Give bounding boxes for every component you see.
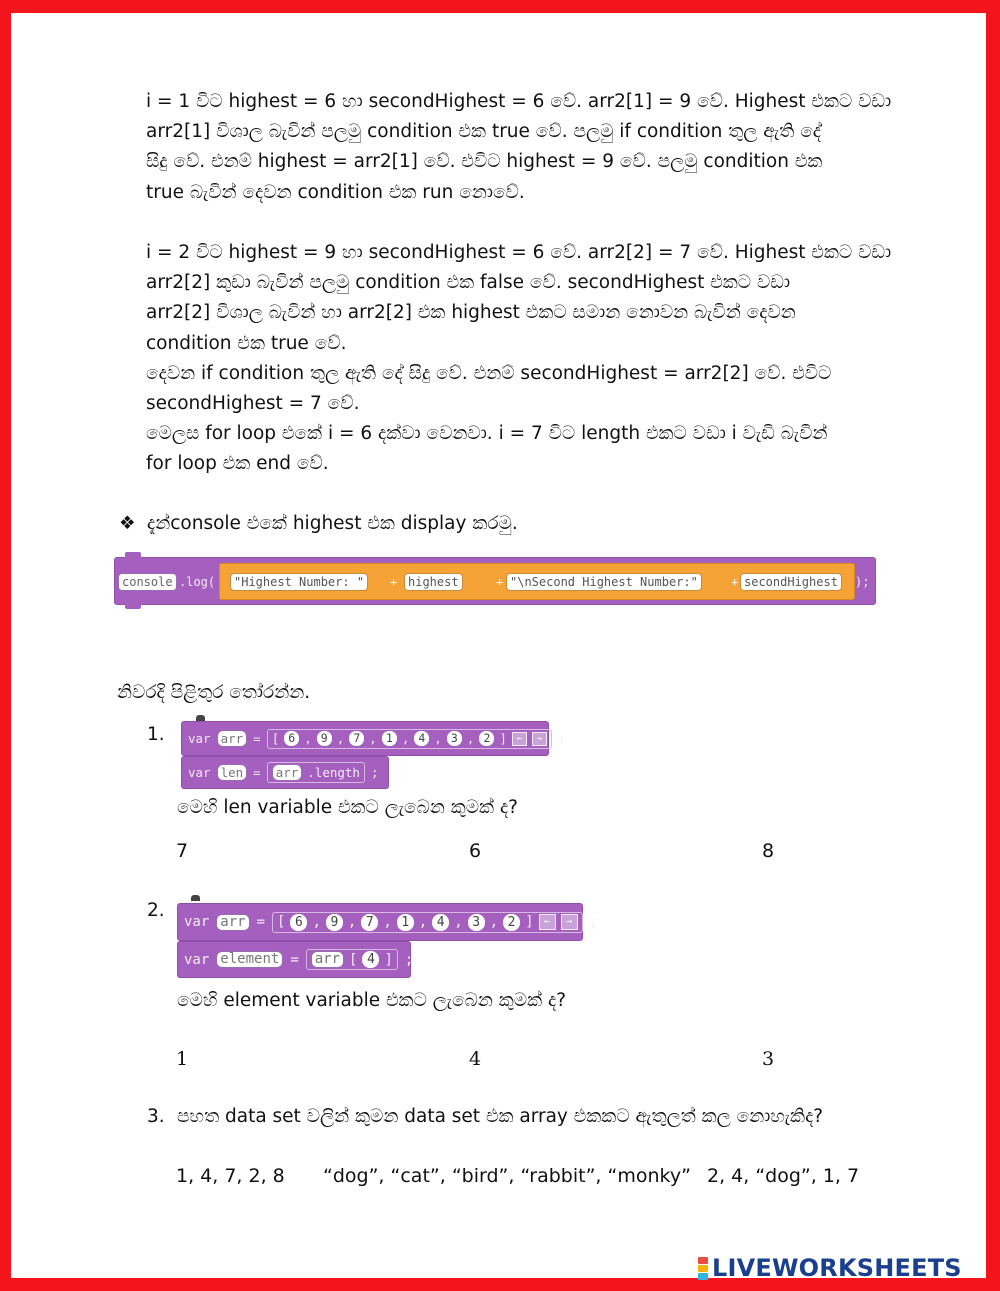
- array-ref: arr: [311, 951, 344, 968]
- array-item: 2: [503, 914, 520, 931]
- question-text: මෙහි len variable එකට ලැබෙන කුමක් ද?: [177, 797, 518, 818]
- plus-operator: +: [390, 575, 398, 589]
- length-expression: [267, 762, 365, 783]
- array-item: 6: [284, 731, 299, 746]
- code-block-arr: [177, 903, 598, 941]
- open-bracket: [: [277, 914, 286, 930]
- text-line: condition එක true වේ.: [146, 332, 347, 354]
- diamond-bullet-icon: ❖: [119, 513, 136, 534]
- array-ref: arr: [272, 764, 303, 781]
- answer-option[interactable]: 3: [762, 1048, 775, 1070]
- text-line: දෙවන if condition තුල ඇති දේ සිදු වේ. එනම් secondHighest = arr2[2] වේ. එවිට: [146, 362, 832, 384]
- string-literal-2: "\nSecond Highest Number:": [506, 573, 702, 591]
- array-item: 7: [361, 914, 378, 931]
- text-line: secondHighest = 7 වේ.: [146, 393, 360, 415]
- array-item: 9: [326, 914, 343, 931]
- semicolon: ;: [370, 765, 379, 780]
- answer-option[interactable]: 1, 4, 7, 2, 8: [176, 1165, 285, 1187]
- index-value: 4: [362, 951, 379, 968]
- array-item: 9: [317, 731, 332, 746]
- bullet-text: දැන්console එකේ highest එක display කරමු.: [147, 513, 518, 534]
- var-keyword: var: [184, 951, 210, 968]
- plus-operator: +: [496, 575, 504, 589]
- close-bracket: ]: [525, 914, 534, 930]
- answer-option[interactable]: “dog”, “cat”, “bird”, “rabbit”, “monky”: [323, 1165, 691, 1187]
- text-line: arr2[2] විශාල බැවින් හා arr2[2] එක highest එකට සමාන නොවන බැවින් දෙවන: [146, 302, 796, 324]
- equals: =: [290, 951, 299, 968]
- variable-name: len: [217, 764, 248, 781]
- question-text: පහත data set වලින් කුමන data set එක array එකකට ඇතුලත් කල නොහැකිද?: [177, 1106, 824, 1127]
- array-literal: [ 6 , 9 , 7 , 1 , 4 , 3 , 2 ] ← →: [267, 729, 552, 749]
- text-line: true බැවින් දෙවන condition එක run නොවේ.: [146, 181, 525, 203]
- log-method: .log(: [179, 575, 216, 589]
- close-paren: );: [855, 575, 870, 589]
- index-close: ]: [384, 951, 393, 968]
- explanation-paragraph-1: [146, 87, 891, 208]
- code-line: [188, 757, 378, 788]
- var-keyword: var: [188, 731, 211, 746]
- array-item: 2: [479, 731, 494, 746]
- text-line: arr2[1] විශාල බැවින් පලමු condition එක true වේ. පලමු if condition තුල ඇති දේ: [146, 121, 822, 143]
- text-line: මෙලස for loop එකේ i = 6 දක්වා වෙනවා. i = 7 විට length එකට වඩා i වැඩි බැවින්: [146, 423, 828, 445]
- console-log-block: [114, 557, 876, 605]
- code-line: [188, 722, 565, 755]
- close-bracket: ]: [499, 730, 507, 746]
- question-number: 1.: [147, 724, 165, 745]
- open-bracket: [: [271, 730, 280, 746]
- array-item: 3: [447, 731, 462, 746]
- explanation-paragraph-2: [146, 238, 891, 480]
- remove-item-button[interactable]: ←: [512, 732, 527, 746]
- semicolon: ;: [557, 731, 566, 746]
- index-open: [: [349, 951, 358, 968]
- variable-second-highest: secondHighest: [740, 573, 842, 591]
- remove-item-button[interactable]: ←: [539, 914, 556, 930]
- string-concat-block: [219, 563, 855, 600]
- array-item: 6: [290, 914, 307, 931]
- question-number: 2.: [147, 900, 165, 921]
- block-connector-bottom: [125, 604, 141, 609]
- answer-option[interactable]: 1: [176, 1048, 189, 1070]
- variable-name: arr: [216, 914, 249, 931]
- variable-name: arr: [217, 730, 248, 747]
- liveworksheets-logo: [698, 1254, 962, 1282]
- logo-blocks-icon: [698, 1257, 708, 1280]
- code-block-len: [181, 756, 389, 789]
- code-block-arr: [181, 721, 566, 756]
- block-connector-top: [125, 552, 141, 558]
- add-item-button[interactable]: →: [532, 732, 547, 746]
- text-line: i = 2 විට highest = 9 හා secondHighest = 6 වේ. arr2[2] = 7 වේ. Highest එකට වඩා: [146, 242, 892, 263]
- variable-highest: highest: [404, 573, 463, 591]
- text-line: සිදු වේ. එනම් highest = arr2[1] වේ. එවිට highest = 9 වේ. පලමු condition එක: [146, 151, 823, 173]
- text-line: for loop එක end වේ.: [146, 453, 329, 475]
- array-item: 7: [349, 731, 364, 746]
- console-object: console: [118, 573, 177, 591]
- string-literal-1: "Highest Number: ": [230, 573, 368, 591]
- length-prop: .length: [307, 764, 360, 780]
- answer-option[interactable]: 2, 4, “dog”, 1, 7: [707, 1165, 860, 1187]
- equals: =: [253, 765, 261, 780]
- text-line: i = 1 විට highest = 6 හා secondHighest = 6 වේ. arr2[1] = 9 වේ. Highest එකට වඩා: [146, 91, 892, 112]
- equals: =: [256, 914, 266, 930]
- text-line: arr2[2] කුඩා බැවින් පලමු condition එක false වේ. secondHighest එකට වඩා: [146, 272, 791, 294]
- array-item: 3: [468, 914, 485, 931]
- question-text: මෙහි element variable එකට ලැබෙන කුමක් ද?: [177, 990, 567, 1011]
- add-item-button[interactable]: →: [561, 914, 578, 930]
- instruction-text: නිවරදි පිළිතුර තෝරන්න.: [117, 682, 311, 703]
- answer-option[interactable]: 8: [762, 840, 775, 862]
- answer-option[interactable]: 7: [176, 840, 189, 862]
- block-hat: [191, 895, 200, 901]
- variable-name: element: [216, 951, 283, 968]
- code-line: [184, 942, 413, 977]
- answer-option[interactable]: 4: [469, 1048, 482, 1070]
- array-item: 4: [414, 731, 429, 746]
- code-line: [184, 904, 598, 940]
- question-number: 3.: [147, 1106, 165, 1127]
- index-expression: [306, 949, 398, 970]
- answer-option[interactable]: 6: [469, 840, 482, 862]
- code-block-element: [177, 941, 414, 978]
- semicolon: ;: [404, 951, 414, 968]
- array-literal: [ 6 , 9 , 7 , 1 , 4 , 3 , 2 ] ← →: [272, 912, 583, 933]
- array-item: 1: [382, 731, 397, 746]
- bullet-instruction: [119, 509, 518, 539]
- logo-text: LIVEWORKSHEETS: [712, 1254, 962, 1282]
- equals: =: [253, 731, 261, 746]
- semicolon: ;: [589, 914, 598, 930]
- array-item: 1: [397, 914, 414, 931]
- plus-operator: +: [731, 575, 739, 589]
- var-keyword: var: [184, 914, 210, 930]
- array-item: 4: [432, 914, 449, 931]
- var-keyword: var: [188, 765, 211, 780]
